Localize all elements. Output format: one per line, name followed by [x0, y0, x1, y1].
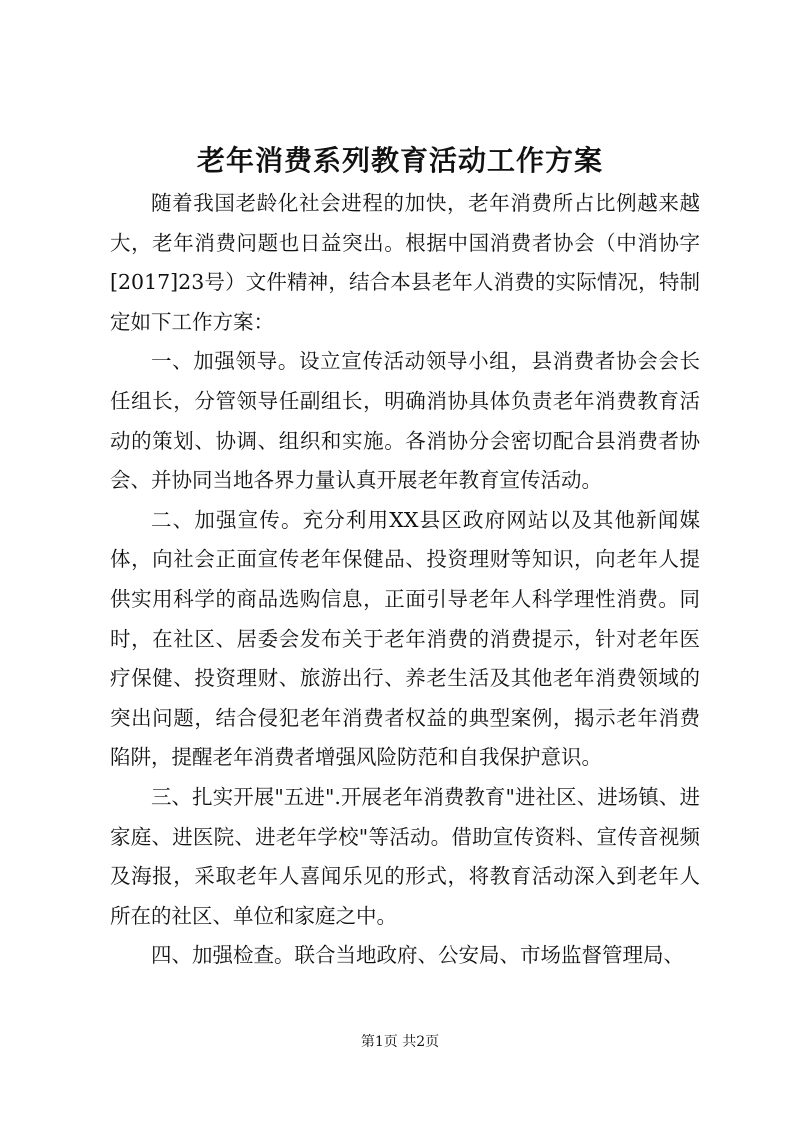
paragraph-intro: 随着我国老龄化社会进程的加快，老年消费所占比例越来越大，老年消费问题也日益突出。根据中国消费者协会（中消协字[2017]23号）文件精神，结合本县老年人消费的实际情况，特制定如下工作方案： [110, 191, 700, 334]
paragraph-publicity: 二、加强宣传。充分利用XX县区政府网站以及其他新闻媒体，向社会正面宣传老年保健品、投资理财等知识，向老年人提供实用科学的商品选购信息，正面引导老年人科学理性消费。同时，在社区、居委会发布关于老年消费的消费提示，针对老年医疗保健、投资理财、旅游出行、养老生活及其他老年消费领域的突出问题，结合侵犯老年消费者权益的典型案例，揭示老年消费陷阱，提醒老年消费者增强风险防范和自我保护意识。 [110, 507, 700, 770]
paragraph-five-entries: 三、扎实开展"五进".开展老年消费教育"进社区、进场镇、进家庭、进医院、进老年学校"等活动。借助宣传资料、宣传音视频及海报，采取老年人喜闻乐见的形式，将教育活动深入到老年人所在的社区、单位和家庭之中。 [110, 784, 700, 928]
paragraph-leadership: 一、加强领导。设立宣传活动领导小组，县消费者协会会长任组长，分管领导任副组长，明确消协具体负责老年消费教育活动的策划、协调、组织和实施。各消协分会密切配合县消费者协会、并协同当地各界力量认真开展老年教育宣传活动。 [110, 349, 700, 493]
page-number-indicator: 第1页 共2页 [360, 1034, 440, 1050]
document-body [110, 184, 700, 976]
document-title: 老年消费系列教育活动工作方案 [196, 144, 603, 177]
paragraph-inspection: 四、加强检查。联合当地政府、公安局、市场监督管理局、 [151, 943, 684, 968]
page-footer [0, 1032, 800, 1052]
